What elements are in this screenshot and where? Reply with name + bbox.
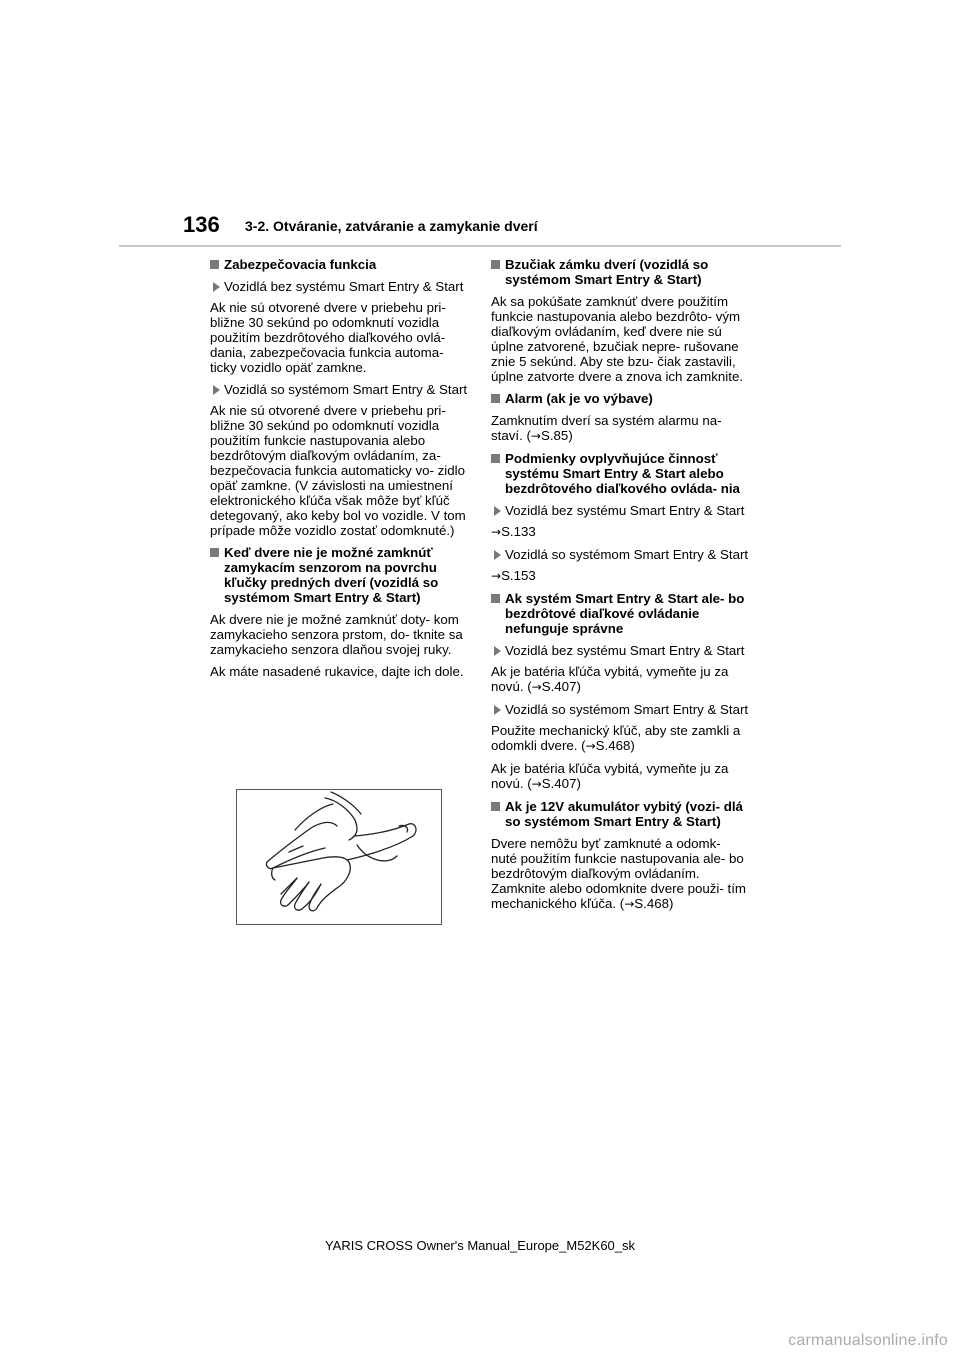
page-reference-link[interactable]: S.468 (634, 896, 670, 911)
triangle-bullet-icon (494, 550, 501, 560)
sub-heading-without-smart-entry: Vozidlá bez systému Smart Entry & Start (210, 279, 468, 294)
watermark[interactable]: carmanualsonline.info (788, 1332, 948, 1349)
heading-security-function: Zabezpečovacia funkcia (210, 257, 468, 272)
square-bullet-icon (210, 548, 219, 557)
triangle-bullet-icon (494, 506, 501, 516)
page-reference-link[interactable]: S.85 (540, 428, 569, 443)
arrow-icon: → (491, 525, 502, 539)
heading-12v-battery: Ak je 12V akumulátor vybitý (vozi- dlá so systémom Smart Entry & Start) (491, 799, 749, 829)
page-reference-link[interactable]: S.468 (595, 738, 631, 753)
square-bullet-icon (210, 260, 219, 269)
sub-heading-with-smart-entry: Vozidlá so systémom Smart Entry & Start (210, 382, 468, 397)
arrow-icon: → (624, 897, 635, 911)
square-bullet-icon (491, 260, 500, 269)
paragraph: Ak dvere nie je možné zamknúť doty- kom zamykacieho senzora prstom, do- tknite sa zamykacieho senzora dlaňou svojej ruky. (210, 612, 463, 657)
page-reference-link[interactable]: S.407 (541, 776, 577, 791)
page-number: 136 (183, 212, 220, 237)
page-reference (491, 524, 749, 540)
heading-conditions: Podmienky ovplyvňujúce činnosť systému Smart Entry & Start alebo bezdrôtového diaľkového ovláda- nia (491, 451, 749, 496)
sub-heading-without-smart-entry: Vozidlá bez systému Smart Entry & Start (491, 503, 749, 518)
left-column (210, 257, 468, 686)
square-bullet-icon (491, 454, 500, 463)
arrow-icon: → (531, 777, 542, 791)
paragraph: Ak je batéria kľúča vybitá, vymeňte ju za novú. (→S.407) (491, 761, 729, 791)
sub-heading-with-smart-entry: Vozidlá so systémom Smart Entry & Start (491, 702, 749, 717)
triangle-bullet-icon (213, 385, 220, 395)
arrow-icon: → (531, 680, 542, 694)
footer-manual-title: YARIS CROSS Owner's Manual_Europe_M52K60_sk (324, 1238, 636, 1253)
paragraph: Použite mechanický kľúč, aby ste zamkli a odomkli dvere. (→S.468) (491, 723, 741, 753)
header-rule (119, 245, 841, 247)
arrow-icon: → (585, 739, 596, 753)
arrow-icon: → (491, 569, 502, 583)
hand-on-door-handle-illustration (236, 789, 442, 925)
heading-alarm: Alarm (ak je vo výbave) (491, 391, 749, 406)
sub-heading-without-smart-entry: Vozidlá bez systému Smart Entry & Start (491, 643, 749, 658)
square-bullet-icon (491, 594, 500, 603)
section-title: 3-2. Otváranie, zatváranie a zamykanie dverí (245, 218, 538, 234)
arrow-icon: → (530, 429, 541, 443)
paragraph: Ak máte nasadené rukavice, dajte ich dole. (210, 664, 464, 679)
square-bullet-icon (491, 802, 500, 811)
page-reference-link[interactable]: S.133 (501, 524, 536, 539)
triangle-bullet-icon (494, 705, 501, 715)
paragraph: Ak je batéria kľúča vybitá, vymeňte ju za novú. (→S.407) (491, 664, 729, 694)
heading-door-lock-buzzer: Bzučiak zámku dverí (vozidlá so systémom Smart Entry & Start) (491, 257, 749, 287)
paragraph: Ak nie sú otvorené dvere v priebehu pri- bližne 30 sekúnd po odomknutí vozidla použitím funkcie nastupovania alebo bezdrôtovým diaľkovým ovládaním, za- bezpečovacia funkcia automaticky vo- zidlo opäť zamkne. (V závislosti na umiestnení elektronického kľúča však môže byť kľúč detegovaný, ako keby bol vo vozidle. V tom prípade môže vozidlo zostať odomknuté.) (210, 403, 466, 538)
page-reference (491, 568, 749, 584)
triangle-bullet-icon (494, 646, 501, 656)
right-column (491, 257, 749, 919)
paragraph: Dvere nemôžu byť zamknuté a odomk- nuté použitím funkcie nastupovania ale- bo bezdrôtovým diaľkovým ovládaním. Zamknite alebo odomknite dvere použi- tím mechanického kľúča. (→S.468) (491, 836, 746, 911)
heading-lock-sensor: Keď dvere nie je možné zamknúť zamykacím senzorom na povrchu kľučky predných dverí (vozidlá so systémom Smart Entry & Start) (210, 545, 468, 605)
heading-malfunction: Ak systém Smart Entry & Start ale- bo bezdrôtové diaľkové ovládanie nefunguje správne (491, 591, 749, 636)
hand-illustration-icon (237, 790, 441, 924)
triangle-bullet-icon (213, 282, 220, 292)
paragraph: Ak nie sú otvorené dvere v priebehu pri- bližne 30 sekúnd po odomknutí vozidla použitím bezdrôtového diaľkového ovlá- dania, zabezpečovacia funkcia automa- ticky vozidlo opäť zamkne. (210, 300, 446, 375)
page-reference-link[interactable]: S.407 (541, 679, 577, 694)
square-bullet-icon (491, 394, 500, 403)
paragraph: Zamknutím dverí sa systém alarmu na- staví. (→S.85) (491, 413, 722, 443)
paragraph: Ak sa pokúšate zamknúť dvere použitím funkcie nastupovania alebo bezdrôto- vým diaľkovým ovládaním, keď dvere nie sú úplne zatvorené, bzučiak nepre- rušovane znie 5 sekúnd. Aby ste bzu- čiak zastavili, úplne zatvorte dvere a znova ich zamknite. (491, 294, 744, 384)
page-reference-link[interactable]: S.153 (501, 568, 536, 583)
sub-heading-with-smart-entry: Vozidlá so systémom Smart Entry & Start (491, 547, 749, 562)
